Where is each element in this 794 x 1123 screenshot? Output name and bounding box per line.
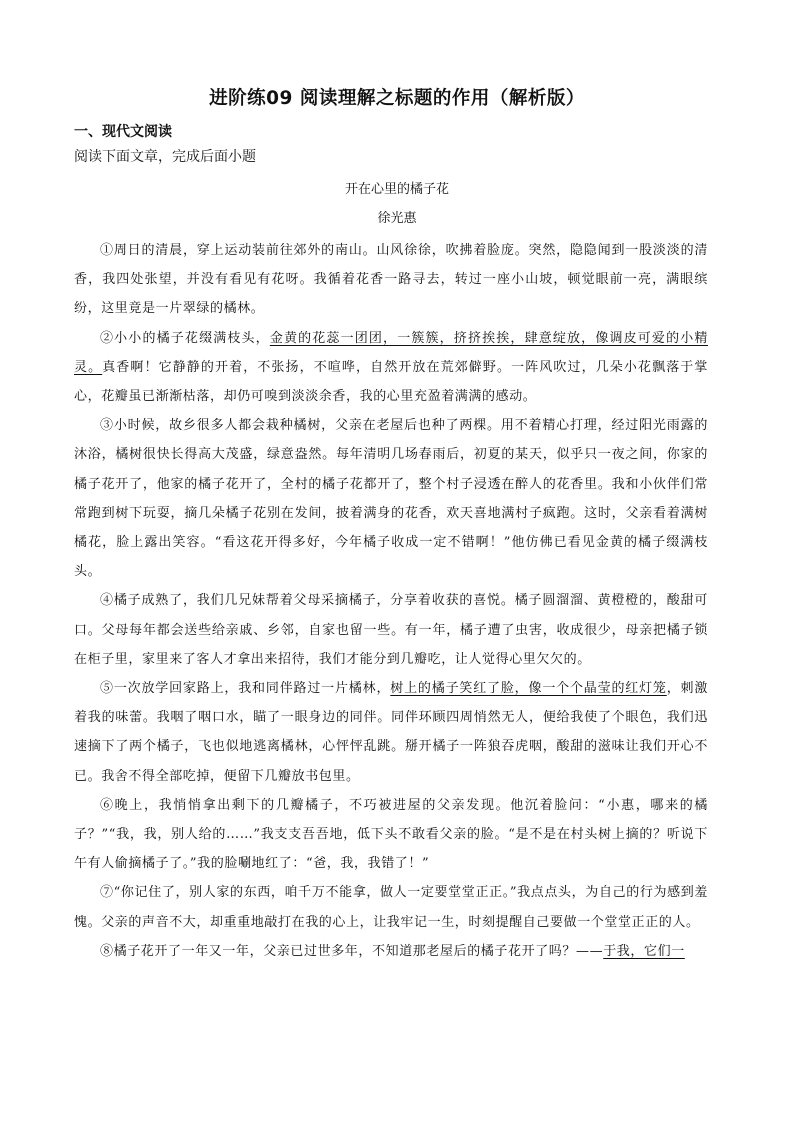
- article-author: 徐光惠: [377, 211, 417, 226]
- paragraph-2-underlined: 金黄的花蕊一团团，一簇簇，挤挤挨挨，肆意绽放，像调皮可爱的小精灵。: [74, 330, 708, 375]
- section-heading: 一、现代文阅读: [74, 124, 172, 140]
- paragraph-2: [74, 324, 708, 412]
- paragraph-5: [74, 674, 708, 791]
- paragraph-5-underlined: 树上的橘子笑红了脸，像一个个晶莹的红灯笼: [390, 681, 667, 697]
- paragraph-5-text-b: ，刺激着我的味蕾。我咽了咽口水，瞄了一眼身边的同伴。同伴环顾四周悄然无人，便给我使了个眼色，我们迅速摘下了两个橘子，飞也似地逃离橘林，心怦怦乱跳。掰开橘子一阵狼吞虎咽，酸甜的滋味让我们开心不已。我舍不得全部吃掉，便留下几瓣放书包里。: [74, 681, 708, 784]
- paragraph-2-text-a: ②小小的橘子花缀满枝头，: [100, 330, 270, 346]
- paragraph-1: ①周日的清晨，穿上运动装前往郊外的南山。山风徐徐，吹拂着脸庞。突然，隐隐闻到一股淡淡的清香，我四处张望，并没有看见有花呀。我循着花香一路寻去，转过一座小山坡，顿觉眼前一亮，满眼缤纷，这里竟是一片翠绿的橘林。: [74, 243, 708, 317]
- paragraph-3: ③小时候，故乡很多人都会栽种橘树，父亲在老屋后也种了两棵。用不着精心打理，经过阳光雨露的沐浴，橘树很快长得高大茂盛，绿意盎然。每年清明几场春雨后，初夏的某天，似乎只一夜之间，你家的橘子花开了，他家的橘子花开了，全村的橘子花都开了，整个村子浸透在醉人的花香里。我和小伙伴们常常跑到树下玩耍，摘几朵橘子花别在发间，披着满身的花香，欢天喜地满村子疯跑。这时，父亲看着满树橘花，脸上露出笑容。“看这花开得多好，今年橘子收成一定不错啊！”他仿佛已看见金黄的橘子缀满枝头。: [74, 418, 708, 580]
- paragraph-6: ⑥晚上，我悄悄拿出剩下的几瓣橘子，不巧被进屋的父亲发现。他沉着脸问：“小惠，哪来的橘子？”“我，我，别人给的……”我支支吾吾地，低下头不敢看父亲的脸。“是不是在村头树上摘的？听说下午有人偷摘橘子了。”我的脸唰地红了：“爸，我，我错了！”: [74, 797, 708, 872]
- paragraph-5-text-a: ⑤一次放学回家路上，我和同伴路过一片橘林，: [100, 681, 391, 697]
- instruction-text: 阅读下面文章，完成后面小题: [74, 149, 256, 165]
- paragraph-4: ④橘子成熟了，我们几兄妹帮着父母采摘橘子，分享着收获的喜悦。橘子圆溜溜、黄橙橙的，酸甜可口。父母每年都会送些给亲戚、乡邻，自家也留一些。有一年，橘子遭了虫害，收成很少，母亲把橘子锁在柜子里，家里来了客人才拿出来招待，我们才能分到几瓣吃，让人觉得心里欠欠的。: [74, 593, 708, 667]
- paragraph-8: [74, 937, 708, 966]
- paragraph-8-underlined: 于我，它们一: [603, 943, 685, 959]
- paragraph-7: ⑦“你记住了，别人家的东西，咱千万不能拿，做人一定要堂堂正正。”我点点头，为自己的行为感到羞愧。父亲的声音不大，却重重地敲打在我的心上，让我牢记一生，时刻提醒自己要做一个堂堂正正的人。: [74, 885, 708, 930]
- page-title: 进阶练09 阅读理解之标题的作用（解析版）: [209, 88, 585, 109]
- article-body: [74, 236, 708, 966]
- paragraph-8-text-a: ⑧橘子花开了一年又一年，父亲已过世多年，不知道那老屋后的橘子花开了吗？——: [100, 943, 604, 959]
- article-title: 开在心里的橘子花: [344, 182, 449, 197]
- paragraph-2-text-b: 真香啊！它静静的开着，不张扬，不喧哗，自然开放在荒郊僻野。一阵风吹过，几朵小花飘落于掌心，花瓣虽已渐渐枯落，却仍可嗅到淡淡余香，我的心里充盈着满满的感动。: [74, 359, 708, 405]
